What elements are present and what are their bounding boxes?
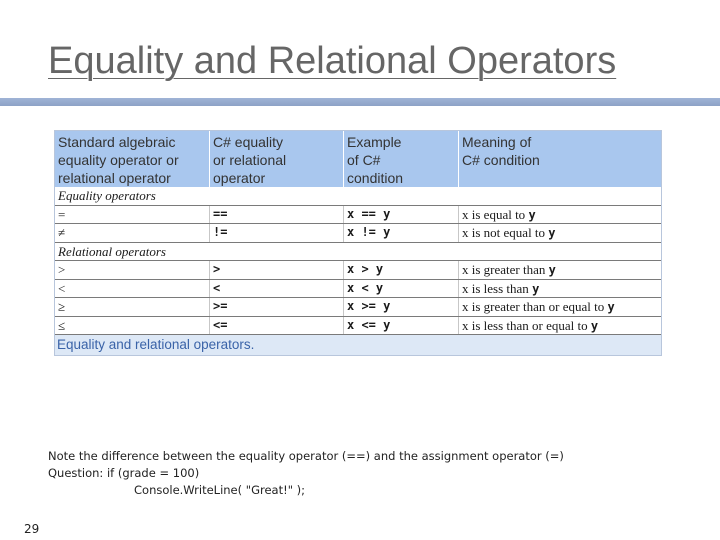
csharp-operator: ==	[210, 206, 344, 224]
example-condition: x != y	[344, 224, 459, 242]
meaning-text: x is less than or equal to	[462, 317, 588, 333]
csharp-operator: <	[210, 280, 344, 298]
csharp-operator: >	[210, 261, 344, 279]
table-row	[55, 317, 661, 336]
meaning	[459, 298, 661, 316]
page-number: 29	[24, 522, 40, 536]
code-line: Console.WriteLine( "Great!" );	[134, 483, 306, 497]
algebraic-symbol: ≤	[55, 317, 210, 335]
table-row	[55, 206, 661, 225]
header-example: Example of C# condition	[344, 131, 459, 187]
algebraic-symbol: <	[55, 280, 210, 298]
title-divider	[0, 98, 720, 106]
notes-block	[48, 448, 564, 499]
table-caption: Equality and relational operators.	[55, 335, 661, 355]
table-row	[55, 224, 661, 243]
header-meaning: Meaning of C# condition	[462, 134, 540, 168]
operators-table	[54, 130, 662, 356]
meaning	[459, 224, 661, 242]
meaning-text: x is equal to	[462, 206, 526, 222]
meaning-text: x is greater than or equal to	[462, 299, 605, 314]
section-label-equality: Equality operators	[58, 188, 156, 203]
section-row-relational	[55, 243, 661, 262]
example-condition: x < y	[344, 280, 459, 298]
table-row	[55, 298, 661, 317]
meaning	[459, 317, 661, 335]
csharp-operator: <=	[210, 317, 344, 335]
section-row-equality	[55, 187, 661, 206]
table-row	[55, 280, 661, 299]
header-algebraic: Standard algebraic equality operator or relational operator	[55, 131, 210, 187]
example-condition: x > y	[344, 261, 459, 279]
meaning-var: y	[548, 263, 556, 277]
algebraic-symbol: =	[55, 206, 210, 224]
slide-title: Equality and Relational Operators	[48, 40, 617, 82]
section-label-relational: Relational operators	[58, 243, 166, 259]
meaning-text: x is greater than	[462, 262, 546, 277]
example-condition: x <= y	[344, 317, 459, 335]
table-header-row	[55, 131, 661, 187]
question-line: Question: if (grade = 100)	[48, 466, 200, 480]
meaning-var: y	[590, 318, 599, 333]
algebraic-symbol: ≠	[55, 224, 210, 242]
meaning-var: y	[548, 226, 556, 240]
algebraic-symbol: ≥	[55, 298, 210, 316]
note-line: Note the difference between the equality operator (==) and the assignment operator (=)	[48, 449, 564, 463]
table-row	[55, 261, 661, 280]
meaning-var: y	[532, 281, 540, 296]
algebraic-symbol: >	[55, 261, 210, 279]
example-condition: x == y	[344, 206, 459, 224]
csharp-operator: !=	[210, 224, 344, 242]
meaning-text: x is not equal to	[462, 225, 546, 240]
meaning	[459, 280, 661, 298]
header-csharp-operator: C# equality or relational operator	[210, 131, 344, 187]
meaning	[459, 261, 661, 279]
meaning-text: x is less than	[462, 280, 529, 296]
meaning-var: y	[607, 300, 615, 314]
meaning-var: y	[528, 207, 536, 222]
meaning	[459, 206, 661, 224]
csharp-operator: >=	[210, 298, 344, 316]
example-condition: x >= y	[344, 298, 459, 316]
